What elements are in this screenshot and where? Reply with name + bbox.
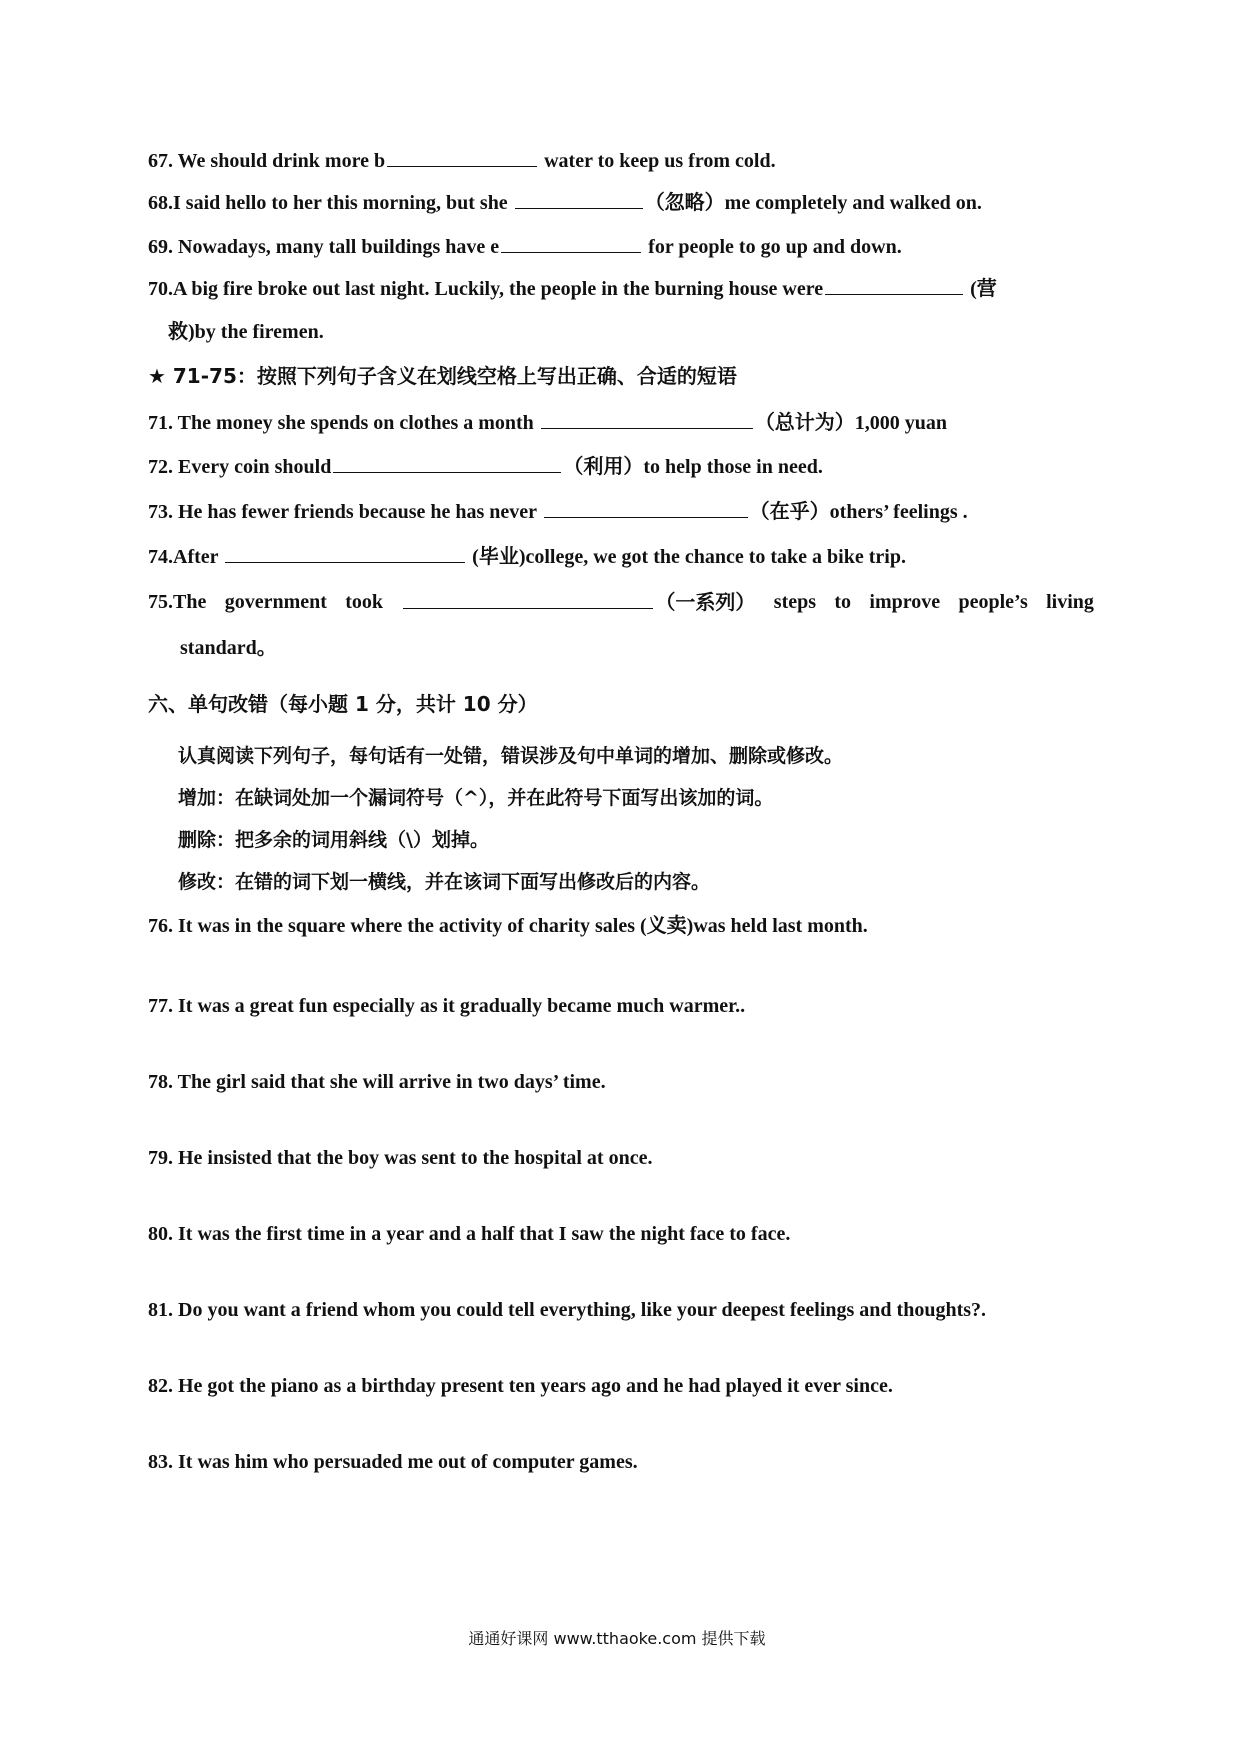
question-70-continuation: 救)by the firemen. — [168, 321, 324, 343]
question-71 — [148, 408, 947, 437]
question-75-word: people’s — [958, 591, 1028, 613]
question-74 — [148, 542, 906, 571]
question-67-text-end: water to keep us from cold. — [539, 150, 776, 172]
question-75-word: living — [1046, 591, 1094, 613]
question-69 — [148, 232, 902, 261]
answer-blank[interactable] — [387, 146, 537, 167]
question-72-text: 72. Every coin should — [148, 456, 332, 478]
question-69-text: 69. Nowadays, many tall buildings have e — [148, 236, 500, 258]
correction-item-82: 82. He got the piano as a birthday present ten years ago and he had played it ever since. — [148, 1375, 893, 1397]
correction-item-78: 78. The girl said that she will arrive in two days’ time. — [148, 1071, 606, 1093]
question-70-text-end: (营 — [965, 278, 997, 300]
question-71-text: 71. The money she spends on clothes a month — [148, 412, 539, 434]
question-68 — [148, 188, 982, 217]
question-72 — [148, 452, 823, 481]
question-67-text: 67. We should drink more b — [148, 150, 386, 172]
correction-item-83: 83. It was him who persuaded me out of computer games. — [148, 1451, 638, 1473]
page-footer: 通通好课网 www.tthaoke.com 提供下载 — [468, 1629, 766, 1648]
answer-blank[interactable] — [825, 274, 963, 295]
question-75-word: to — [834, 591, 852, 613]
question-70-text: 70.A big fire broke out last night. Luckily, the people in the burning house were — [148, 278, 824, 300]
instruction-line: 认真阅读下列句子，每句话有一处错，错误涉及句中单词的增加、删除或修改。 — [178, 745, 844, 767]
question-73-text: 73. He has fewer friends because he has never — [148, 501, 542, 523]
answer-blank[interactable] — [541, 408, 753, 429]
correction-section-title: 六、单句改错（每小题 1 分，共计 10 分） — [148, 692, 538, 716]
instruction-line: 增加：在缺词处加一个漏词符号（^），并在此符号下面写出该加的词。 — [178, 787, 774, 809]
correction-item-80: 80. It was the first time in a year and a half that I saw the night face to face. — [148, 1223, 791, 1245]
correction-item-81: 81. Do you want a friend whom you could tell everything, like your deepest feelings and thoughts?. — [148, 1299, 987, 1321]
question-75-hint: （一系列） — [655, 592, 756, 614]
answer-blank[interactable] — [225, 542, 465, 563]
question-69-text-end: for people to go up and down. — [643, 236, 902, 258]
phrase-section-title: ★ 71-75：按照下列句子含义在划线空格上写出正确、合适的短语 — [148, 364, 737, 388]
question-68-text: 68.I said hello to her this morning, but she — [148, 192, 513, 214]
answer-blank[interactable] — [403, 588, 653, 609]
question-75-word: took — [345, 591, 384, 613]
answer-blank[interactable] — [515, 188, 643, 209]
correction-item-76: 76. It was in the square where the activity of charity sales (义卖)was held last month. — [148, 915, 868, 937]
question-73 — [148, 497, 968, 526]
correction-item-77: 77. It was a great fun especially as it gradually became much warmer.. — [148, 995, 746, 1017]
correction-item-79: 79. He insisted that the boy was sent to the hospital at once. — [148, 1147, 653, 1169]
answer-blank[interactable] — [501, 232, 641, 253]
instruction-line: 删除：把多余的词用斜线（\）划掉。 — [178, 829, 489, 851]
question-67 — [148, 146, 776, 175]
question-75-word: steps — [773, 591, 817, 613]
question-70 — [148, 274, 997, 303]
answer-blank[interactable] — [544, 497, 748, 518]
question-75-word: government — [224, 591, 327, 613]
question-72-text-end: （利用）to help those in need. — [563, 456, 823, 478]
question-74-text: 74.After — [148, 546, 224, 568]
answer-blank[interactable] — [333, 452, 561, 473]
question-75-word: improve — [869, 591, 941, 613]
question-75-word: 75.The — [148, 591, 207, 613]
question-75 — [148, 588, 1094, 617]
question-74-text-end: (毕业)college, we got the chance to take a bike trip. — [467, 546, 906, 568]
question-75-continuation: standard。 — [180, 637, 277, 659]
question-68-text-end: （忽略）me completely and walked on. — [644, 192, 982, 214]
question-71-text-end: （总计为）1,000 yuan — [754, 412, 948, 434]
question-73-text-end: （在乎）others’ feelings . — [749, 501, 968, 523]
instruction-line: 修改：在错的词下划一横线，并在该词下面写出修改后的内容。 — [178, 871, 711, 893]
